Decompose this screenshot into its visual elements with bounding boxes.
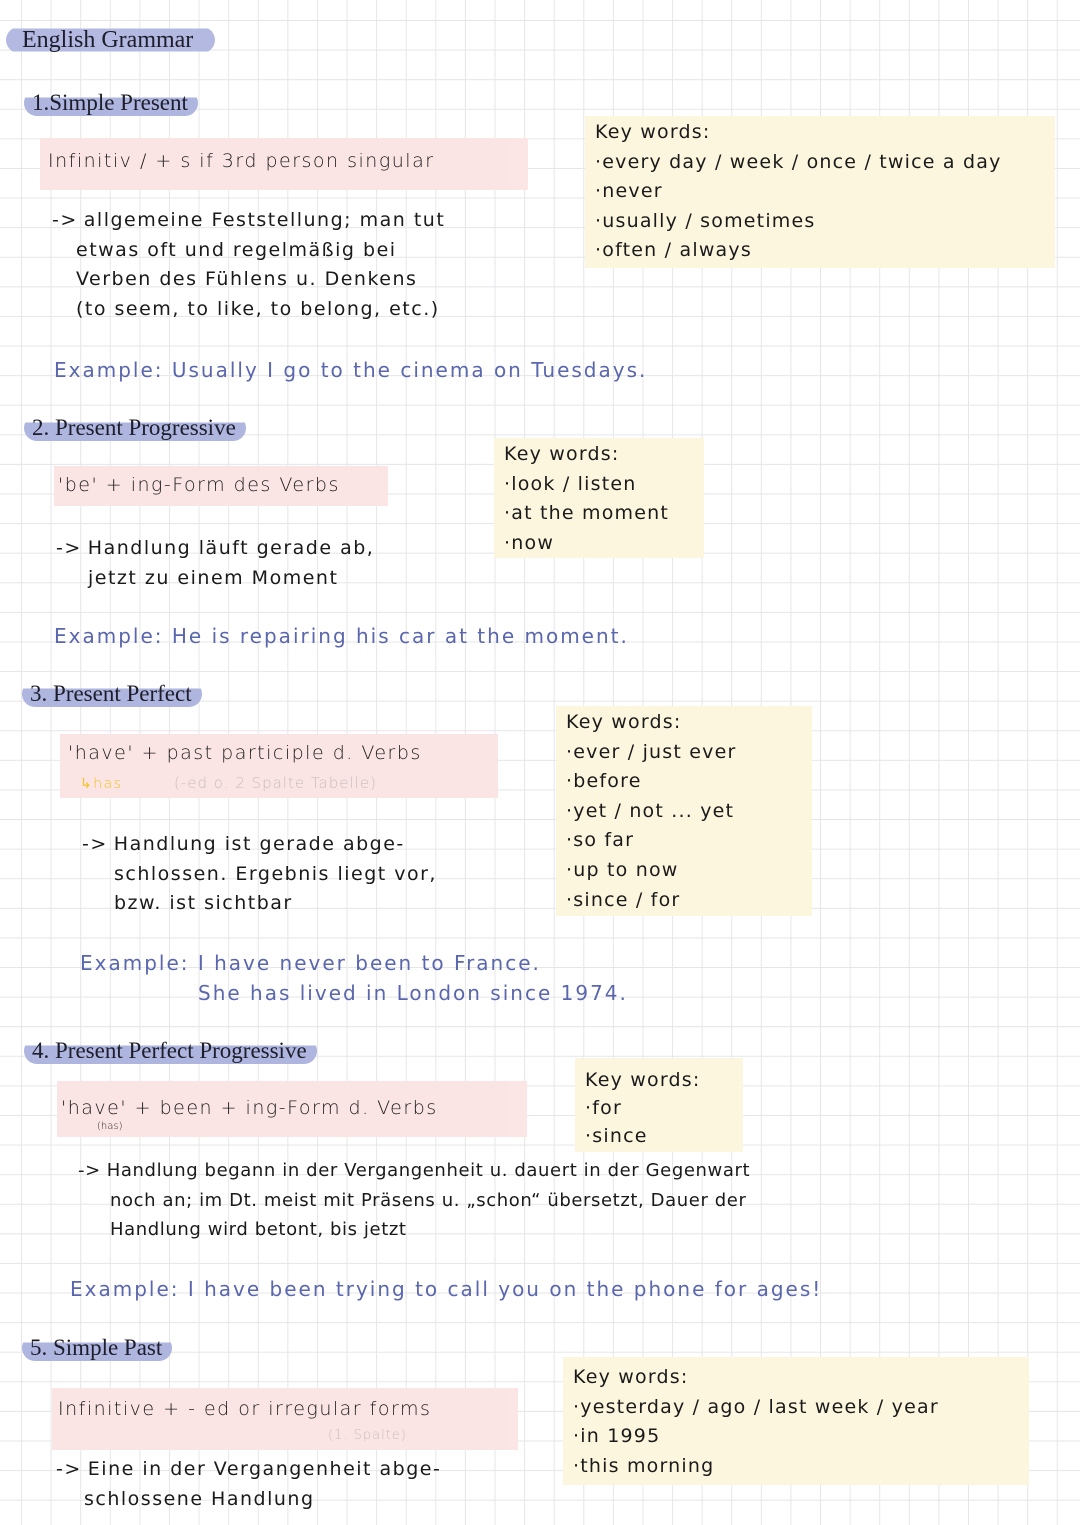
section-heading-present-perfect: 3. Present Perfect — [22, 681, 202, 707]
keyword-item: · this morning — [573, 1452, 1029, 1482]
example-line: Example: I have been trying to call you on the phone for ages! — [70, 1277, 823, 1301]
keywords-box — [494, 438, 704, 558]
arrow-icon: -> — [78, 1160, 101, 1181]
section-heading-present-progressive: 2. Present Progressive — [24, 415, 246, 441]
explanation-line: Handlung läuft gerade ab, — [87, 537, 375, 559]
keywords-title: Key words: — [504, 443, 620, 465]
formula-note: (-ed o. 2 Spalte Tabelle) — [174, 774, 377, 792]
example-line: Example: He is repairing his car at the moment. — [54, 624, 629, 648]
formula-text: Infinitive + - ed or irregular forms — [58, 1398, 432, 1420]
page-title: English Grammar — [6, 27, 215, 53]
arrow-icon: -> — [82, 833, 108, 855]
explanation-line: Handlung wird betont, bis jetzt — [110, 1219, 407, 1241]
explanation-line: Handlung ist gerade abge- — [113, 833, 405, 855]
example-text — [70, 1275, 822, 1305]
formula-box — [57, 1081, 527, 1137]
example-text — [54, 622, 629, 652]
explanation-line: etwas oft und regelmäßig bei — [76, 238, 397, 261]
arrow-icon: -> — [56, 537, 82, 559]
formula-box — [40, 138, 528, 190]
formula-sub-note: (has) — [97, 1121, 123, 1132]
keyword-item: · since — [585, 1122, 743, 1150]
keyword-item: · yet / not ... yet — [566, 797, 812, 827]
keyword-item: · look / listen — [504, 470, 704, 500]
arrow-icon: -> — [52, 209, 78, 231]
keywords-title: Key words: — [573, 1366, 689, 1388]
keyword-item: · now — [504, 529, 704, 559]
example-text — [54, 356, 647, 386]
arrow-icon: -> — [56, 1458, 82, 1480]
explanation-line: schlossene Handlung — [84, 1487, 315, 1510]
keyword-item: · yesterday / ago / last week / year — [573, 1393, 1029, 1423]
keywords-box — [563, 1357, 1029, 1485]
keyword-item: · so far — [566, 826, 812, 856]
keyword-item: · often / always — [595, 236, 1055, 266]
keyword-item: · in 1995 — [573, 1422, 1029, 1452]
keyword-item: · usually / sometimes — [595, 207, 1055, 237]
explanation-line: schlossen. Ergebnis liegt vor, — [114, 862, 437, 885]
explanation-line: Verben des Fühlens u. Denkens — [76, 268, 418, 291]
formula-box — [54, 466, 388, 506]
keywords-box — [575, 1058, 743, 1152]
formula-note: (1. Spalte) — [328, 1428, 407, 1443]
explanation — [56, 1455, 441, 1514]
keywords-box — [556, 706, 812, 916]
keyword-item: · for — [585, 1094, 743, 1122]
keyword-item: · since / for — [566, 886, 812, 916]
explanation-line: jetzt zu einem Moment — [88, 566, 339, 589]
keywords-title: Key words: — [566, 711, 682, 733]
has-note: ↳has — [80, 776, 123, 792]
formula-text: Infinitiv / + s if 3rd person singular — [48, 150, 435, 172]
explanation-line: bzw. ist sichtbar — [114, 892, 293, 915]
keyword-item: · every day / week / once / twice a day — [595, 148, 1055, 178]
formula-box — [60, 734, 498, 798]
explanation — [78, 1156, 750, 1245]
keyword-item: · never — [595, 177, 1055, 207]
keyword-item: · at the moment — [504, 499, 704, 529]
example-text — [80, 949, 628, 1008]
keywords-box — [585, 116, 1055, 268]
explanation-line: (to seem, to like, to belong, etc.) — [76, 297, 440, 320]
example-line: Example: I have never been to France. — [80, 951, 541, 975]
explanation-line: allgemeine Feststellung; man tut — [83, 209, 446, 231]
keyword-item: · up to now — [566, 856, 812, 886]
explanation-line: Handlung begann in der Vergangenheit u. dauert in der Gegenwart — [106, 1160, 751, 1181]
formula-text: 'be' + ing-Form des Verbs — [58, 474, 340, 496]
keyword-item: · before — [566, 767, 812, 797]
keyword-item: · ever / just ever — [566, 738, 812, 768]
section-heading-present-perfect-progressive: 4. Present Perfect Progressive — [24, 1038, 317, 1064]
explanation-line: noch an; im Dt. meist mit Präsens u. „schon“ übersetzt, Dauer der — [110, 1189, 747, 1211]
keywords-title: Key words: — [595, 121, 711, 143]
keywords-title: Key words: — [585, 1069, 701, 1091]
formula-text: 'have' + past participle d. Verbs — [68, 742, 422, 764]
formula-box — [52, 1388, 518, 1450]
explanation-line: Eine in der Vergangenheit abge- — [87, 1458, 442, 1480]
section-heading-simple-past: 5. Simple Past — [22, 1335, 172, 1361]
formula-text: 'have' + been + ing-Form d. Verbs — [61, 1097, 438, 1119]
section-heading-simple-present: 1.Simple Present — [24, 90, 198, 116]
explanation — [82, 830, 437, 919]
explanation — [52, 206, 445, 324]
example-line: She has lived in London since 1974. — [198, 980, 628, 1005]
explanation — [56, 534, 374, 593]
example-line: Example: Usually I go to the cinema on Tuesdays. — [54, 358, 648, 382]
